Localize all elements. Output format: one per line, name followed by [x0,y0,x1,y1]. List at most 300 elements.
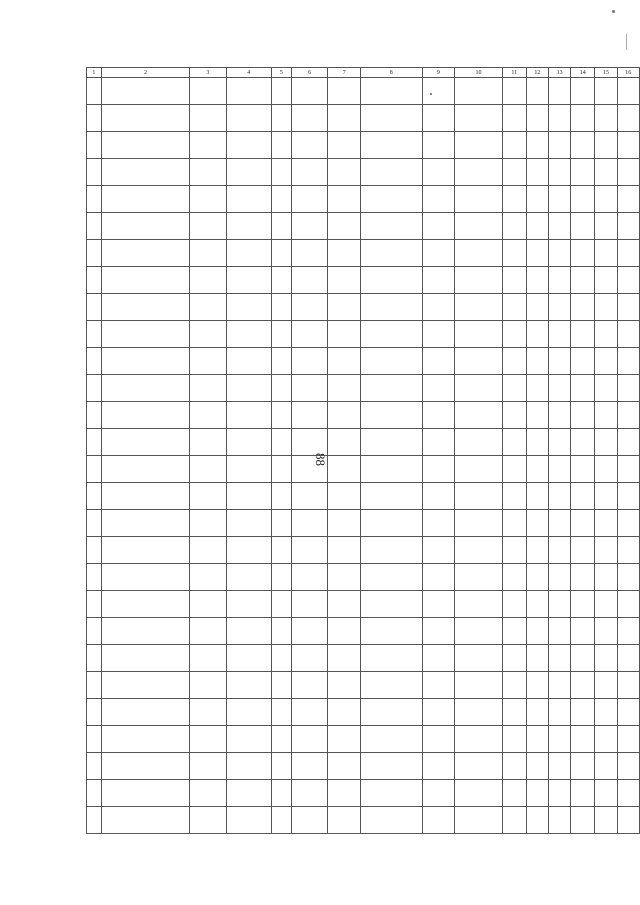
table-cell [526,456,548,483]
table-cell [271,510,291,537]
table-cell [526,402,548,429]
table-cell [87,105,102,132]
table-cell [617,132,639,159]
table-cell [361,105,422,132]
table-cell [271,780,291,807]
table-cell [101,483,189,510]
table-cell [361,591,422,618]
table-cell [87,537,102,564]
table-cell [101,753,189,780]
table-cell [226,267,271,294]
table-cell [328,699,361,726]
table-row [87,105,640,132]
table-cell [361,483,422,510]
table-cell [422,456,455,483]
table-cell [87,780,102,807]
table-row [87,564,640,591]
table-cell [101,348,189,375]
table-cell [526,483,548,510]
table-cell [617,213,639,240]
table-cell [422,186,455,213]
table-row [87,726,640,753]
table-cell [271,375,291,402]
table-cell [422,159,455,186]
column-number: 14 [571,68,595,78]
table-cell [455,213,502,240]
table-cell [361,672,422,699]
table-cell [328,213,361,240]
table-cell [271,753,291,780]
table-cell [455,348,502,375]
table-cell [502,483,526,510]
table-cell [422,780,455,807]
table-cell [526,618,548,645]
table-cell [292,456,328,483]
table-cell [87,753,102,780]
table-cell [292,294,328,321]
table-cell [87,159,102,186]
table-cell [595,726,617,753]
table-cell [226,537,271,564]
table-cell [422,564,455,591]
table-cell [292,348,328,375]
table-cell [595,402,617,429]
table-cell [87,564,102,591]
table-cell [87,807,102,834]
table-cell [328,537,361,564]
column-number: 12 [526,68,548,78]
table-cell [271,78,291,105]
table-cell [502,780,526,807]
table-cell [595,456,617,483]
table-cell [190,699,226,726]
table-cell [190,645,226,672]
table-cell [190,807,226,834]
table-cell [190,591,226,618]
table-cell [595,321,617,348]
table-cell [328,645,361,672]
table-cell [190,429,226,456]
table-cell [226,402,271,429]
table-cell [502,510,526,537]
table-cell [328,132,361,159]
table-cell [271,132,291,159]
table-cell [226,726,271,753]
table-cell [571,186,595,213]
table-cell [617,537,639,564]
table-cell [226,105,271,132]
table-cell [455,240,502,267]
table-cell [226,780,271,807]
table-cell [328,294,361,321]
table-cell [101,807,189,834]
table-cell [549,807,571,834]
table-cell [361,753,422,780]
column-number: 11 [502,68,526,78]
table-cell [292,564,328,591]
column-number: 6 [292,68,328,78]
table-row [87,348,640,375]
table-cell [101,186,189,213]
table-row [87,753,640,780]
table-cell [617,294,639,321]
header-row [87,68,640,78]
table-cell [226,294,271,321]
table-cell [101,267,189,294]
table-cell [271,537,291,564]
table-cell [271,240,291,267]
table-cell [271,564,291,591]
table-cell [455,321,502,348]
table-cell [190,780,226,807]
table-cell [526,780,548,807]
table-cell [361,240,422,267]
table-cell [226,672,271,699]
table-cell [328,780,361,807]
table-cell [595,159,617,186]
table-cell [526,726,548,753]
table-cell [101,645,189,672]
table-cell [271,483,291,510]
table-cell [595,240,617,267]
table-cell [455,564,502,591]
table-cell [549,105,571,132]
table-cell [617,186,639,213]
table-cell [361,618,422,645]
table-cell [328,429,361,456]
table-cell [87,699,102,726]
table-cell [617,699,639,726]
table-cell [361,159,422,186]
table-cell [455,618,502,645]
table-row [87,321,640,348]
table-cell [87,429,102,456]
table-cell [87,402,102,429]
table-cell [571,132,595,159]
column-number: 13 [549,68,571,78]
table-cell [526,564,548,591]
table-cell [502,753,526,780]
table-cell [101,510,189,537]
table-cell [361,780,422,807]
table-cell [549,159,571,186]
table-cell [571,159,595,186]
table-cell [292,645,328,672]
table-cell [190,564,226,591]
table-cell [455,726,502,753]
table-cell [549,429,571,456]
table-cell [571,618,595,645]
table-cell [571,321,595,348]
table-cell [87,645,102,672]
column-number: 16 [617,68,639,78]
table-cell [549,537,571,564]
table-cell [502,402,526,429]
table-cell [361,645,422,672]
table-cell [571,240,595,267]
table-cell [190,213,226,240]
table-cell [361,456,422,483]
scan-speck [612,10,615,13]
table-cell [422,402,455,429]
table-row [87,780,640,807]
table-cell [422,753,455,780]
table-cell [292,159,328,186]
table-cell [101,159,189,186]
table-cell [292,375,328,402]
column-number: 4 [226,68,271,78]
table-cell [226,348,271,375]
table-row [87,132,640,159]
table-cell [87,132,102,159]
table-cell [361,213,422,240]
table-cell [361,375,422,402]
table-cell [328,807,361,834]
table-cell [571,726,595,753]
table-cell [422,240,455,267]
table-cell [571,672,595,699]
table-cell [455,294,502,321]
table-cell [617,402,639,429]
table-cell [271,456,291,483]
table-cell [190,753,226,780]
table-cell [571,105,595,132]
table-cell [595,510,617,537]
table-cell [101,726,189,753]
table-cell [502,321,526,348]
table-cell [571,699,595,726]
table-cell [549,645,571,672]
table-cell [101,132,189,159]
table-cell [526,105,548,132]
table-cell [226,483,271,510]
table-cell [502,726,526,753]
table-cell [502,348,526,375]
table-cell [361,807,422,834]
table-cell [502,699,526,726]
table-cell [292,186,328,213]
table-cell [571,213,595,240]
table-cell [226,213,271,240]
table-cell [422,294,455,321]
table-cell [526,591,548,618]
table-cell [87,375,102,402]
table-cell [190,510,226,537]
table-cell [595,537,617,564]
table-cell [328,375,361,402]
table-cell [617,591,639,618]
table-cell [617,645,639,672]
table-cell [595,618,617,645]
table-cell [502,267,526,294]
table-cell [455,375,502,402]
table-cell [328,564,361,591]
table-cell [595,132,617,159]
table-cell [502,537,526,564]
table-cell [271,726,291,753]
table-cell [361,510,422,537]
table-cell [617,321,639,348]
table-row [87,591,640,618]
table-cell [571,807,595,834]
table-cell [190,375,226,402]
table-row [87,807,640,834]
scan-scratch [626,34,627,50]
table-cell [549,132,571,159]
table-cell [595,267,617,294]
table-cell [101,375,189,402]
table-cell [571,78,595,105]
table-row [87,618,640,645]
table-cell [502,429,526,456]
table-cell [617,429,639,456]
table-cell [502,375,526,402]
table-cell [422,726,455,753]
table-cell [190,348,226,375]
table-cell [549,267,571,294]
table-cell [328,483,361,510]
table-cell [526,753,548,780]
table-cell [422,591,455,618]
table-cell [87,213,102,240]
table-cell [595,807,617,834]
table-cell [455,132,502,159]
table-cell [190,483,226,510]
table-cell [549,483,571,510]
table-cell [502,105,526,132]
table-cell [455,807,502,834]
table-cell [455,456,502,483]
table-cell [271,213,291,240]
table-cell [292,267,328,294]
table-row [87,483,640,510]
table-cell [571,267,595,294]
table-cell [226,321,271,348]
table-row [87,510,640,537]
table-cell [571,483,595,510]
table-cell [292,780,328,807]
table-cell [595,753,617,780]
table-cell [328,105,361,132]
table-cell [617,726,639,753]
table-cell [292,672,328,699]
table-cell [87,78,102,105]
table-cell [226,699,271,726]
table-cell [292,618,328,645]
table-cell [190,186,226,213]
table-cell [101,672,189,699]
table-cell [617,78,639,105]
table-cell [549,618,571,645]
table-cell [571,375,595,402]
table-cell [226,186,271,213]
table-cell [87,672,102,699]
table-cell [190,402,226,429]
table-cell [617,753,639,780]
table-cell [87,510,102,537]
table-cell [422,807,455,834]
table-cell [328,618,361,645]
table-cell [549,375,571,402]
table-cell [455,186,502,213]
table-cell [101,321,189,348]
table-cell [87,267,102,294]
table-cell [455,483,502,510]
table-cell [292,402,328,429]
table-row [87,699,640,726]
table-cell [361,78,422,105]
table-cell [361,186,422,213]
table-cell [226,510,271,537]
table-cell [292,591,328,618]
table-cell [455,510,502,537]
table-cell [549,402,571,429]
table-cell [101,699,189,726]
table-cell [617,564,639,591]
table-cell [361,267,422,294]
table-cell [455,429,502,456]
table-cell [502,159,526,186]
table-cell [87,591,102,618]
table-cell [190,267,226,294]
table-cell [526,240,548,267]
table-cell [101,537,189,564]
column-number: 7 [328,68,361,78]
table-cell [617,483,639,510]
table-cell [502,240,526,267]
table-cell [87,186,102,213]
table-cell [526,375,548,402]
table-cell [549,510,571,537]
table-cell [101,294,189,321]
table-cell [271,807,291,834]
table-cell [87,348,102,375]
table-cell [526,672,548,699]
column-number: 9 [422,68,455,78]
table-cell [455,699,502,726]
table-cell [455,753,502,780]
table-cell [526,267,548,294]
table-cell [361,348,422,375]
table-cell [422,105,455,132]
table-cell [422,483,455,510]
table-cell [571,402,595,429]
table-cell [87,456,102,483]
table-cell [271,618,291,645]
table-cell [190,618,226,645]
table-cell [571,753,595,780]
table-cell [422,267,455,294]
table-cell [190,456,226,483]
table-cell [617,456,639,483]
table-cell [549,186,571,213]
table-cell [549,564,571,591]
table-cell [595,429,617,456]
table-cell [292,429,328,456]
table-cell [328,348,361,375]
table-cell [101,78,189,105]
table-cell [226,645,271,672]
table-cell [292,132,328,159]
table-cell [87,618,102,645]
table-cell [617,375,639,402]
table-cell [502,645,526,672]
table-row [87,240,640,267]
table-cell [292,78,328,105]
table-cell [292,213,328,240]
table-cell [526,645,548,672]
table-cell [361,402,422,429]
